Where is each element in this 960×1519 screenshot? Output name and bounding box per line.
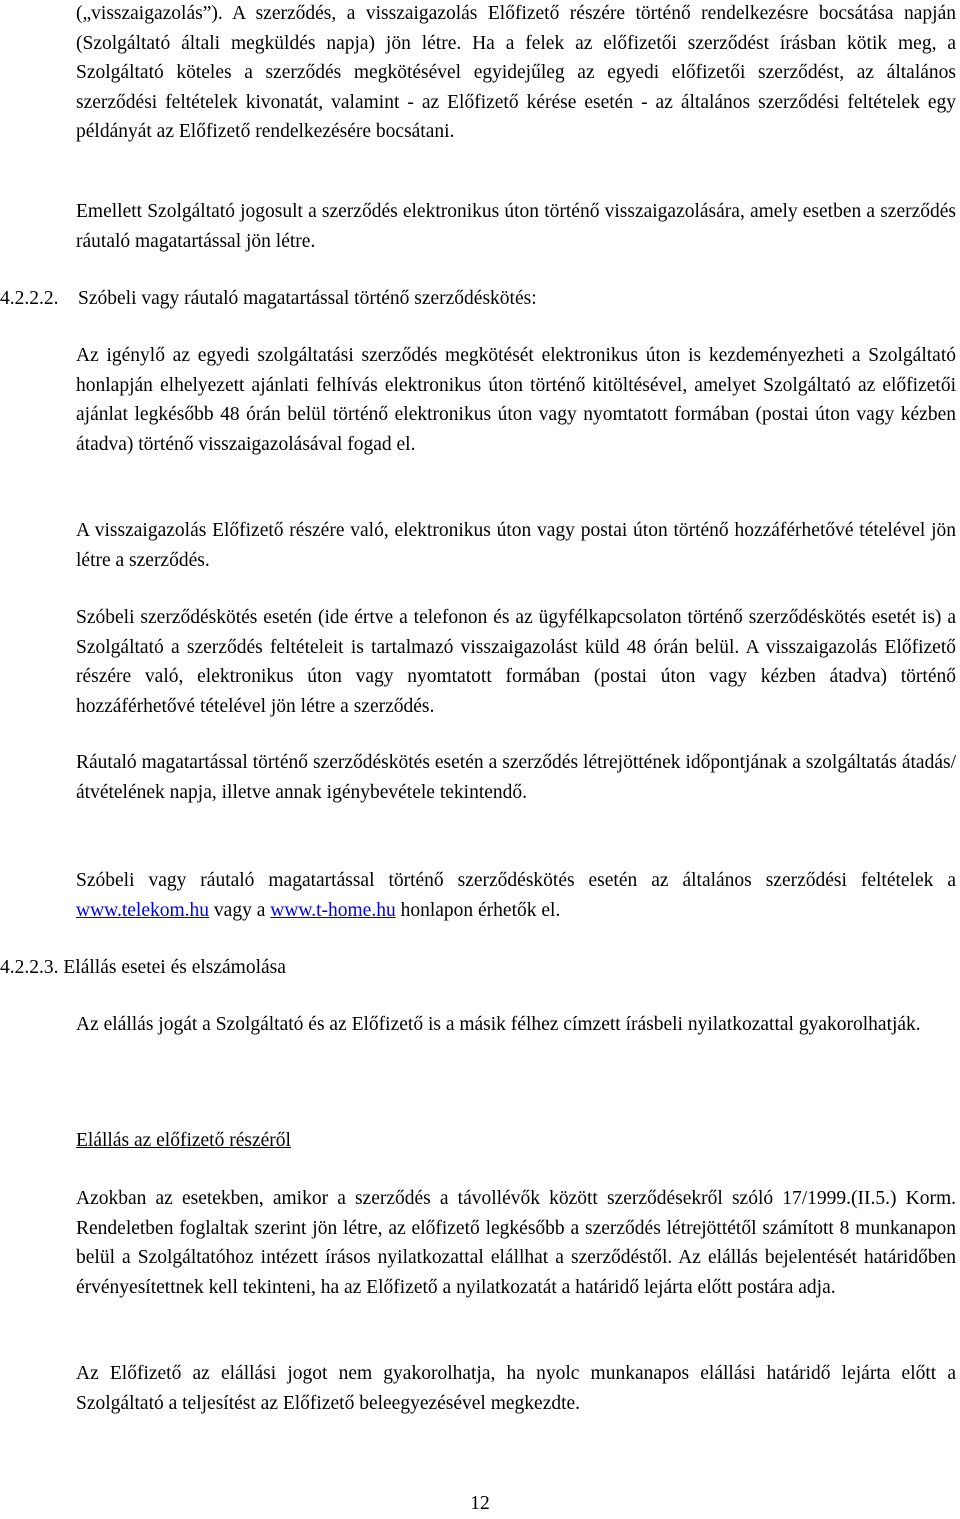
paragraph-szobeli: Szóbeli szerződéskötés esetén (ide értve a telefonon és az ügyfélkapcsolaton történő szerződéskötés esetét is) a Szolgáltató a szerződés feltételeit is tartalmazó visszaigazolást küld 48 órán belül. A visszaigazolás Előfizető részére való, elektronikus úton vagy nyomtatott formában (postai úton vagy kézben átadva) történő hozzáférhetővé tételével jön létre a szerződés. [76,607,956,717]
paragraph-visszaigazolas: A visszaigazolás Előfizető részére való, elektronikus úton vagy postai úton történő hozzáférhetővé tételével jön létre a szerződés. [76,520,956,571]
paragraph-azokban: Azokban az esetekben, amikor a szerződés a távollévők között szerződésekről szóló 17/1999.(II.5.) Korm. Rendeletben foglaltak szerint jön létre, az előfizető legkésőbb a szerződés létrejöttétől számított 8 munkanapon belül a Szolgáltatóhoz intézett írásos nyilatkozattal elállhat a szerződéstől. Az elállás bejelentését határidőben érvényesítettnek kell tekinteni, ha az Előfizető a nyilatkozatát a határidő lejárta előtt postára adja. [76,1188,956,1298]
paragraph-elallas-jog: Az elállás jogát a Szolgáltató és az Előfizető is a másik félhez címzett írásbeli nyilatkozattal gyakorolhatják. [76,1014,921,1035]
paragraph-igenylo: Az igénylő az egyedi szolgáltatási szerződés megkötését elektronikus úton is kezdeményezheti a Szolgáltató honlapján elhelyezett ajánlati felhívás elektronikus úton történő kitöltésével, amelyet Szolgáltató az előfizetői ajánlat legkésőbb 48 órán belül történő elektronikus úton vagy nyomtatott formában (postai úton vagy kézben átadva) történő visszaigazolásával fogad el. [76,345,956,455]
paragraph-altalanos [76,866,956,925]
page-number: 12 [470,1493,490,1514]
paragraph-text-middle: vagy a [209,899,271,921]
section-number-text: 4.2.2.3. [0,957,59,978]
paragraph-text-before: Szóbeli vagy ráutaló magatartással történő szerződéskötés esetén az általános szerződési feltételek a [76,870,956,891]
paragraph-emellett: Emellett Szolgáltató jogosult a szerződés elektronikus úton történő visszaigazolására, amely esetben a szerződés ráutaló magatartással jön létre. [76,201,956,252]
paragraph-nem-gyakorolhatja: Az Előfizető az elállási jogot nem gyakorolhatja, ha nyolc munkanapos elállási határidő lejárta előtt a Szolgáltató a teljesítést az Előfizető beleegyezésével megkezdte. [76,1363,956,1414]
section-number: 4.2.2.2. [0,288,59,309]
paragraph-intro: („visszaigazolás”). A szerződés, a visszaigazolás Előfizető részére történő rendelkezésre bocsátása napján (Szolgáltató általi megküldés napja) jön létre. Ha a felek az előfizetői szerződést írásban kötik meg, a Szolgáltató köteles a szerződés megkötésével egyidejűleg az egyedi előfizetői szerződést, az általános szerződési feltételek kivonatát, valamint - az Előfizető kérése esetén - az általános szerződési feltételek egy példányát az Előfizető rendelkezésére bocsátani. [76,3,956,142]
t-home-link[interactable]: www.t-home.hu [270,899,396,921]
section-title: Elállás esetei és elszámolása [63,957,286,978]
paragraph-rautalo: Ráutaló magatartással történő szerződéskötés esetén a szerződés létrejöttének időpontjának a szolgáltatás átadás/átvételének napja, illetve annak igénybevétele tekintendő. [76,752,956,803]
section-title: Szóbeli vagy ráutaló magatartással történő szerződéskötés: [78,288,537,309]
paragraph-text-after: honlapon érhetők el. [395,899,561,921]
subheading-elallas-elofizeto: Elállás az előfizető részéről [76,1130,291,1151]
section-number [0,953,286,983]
telekom-link[interactable]: www.telekom.hu [76,899,210,921]
